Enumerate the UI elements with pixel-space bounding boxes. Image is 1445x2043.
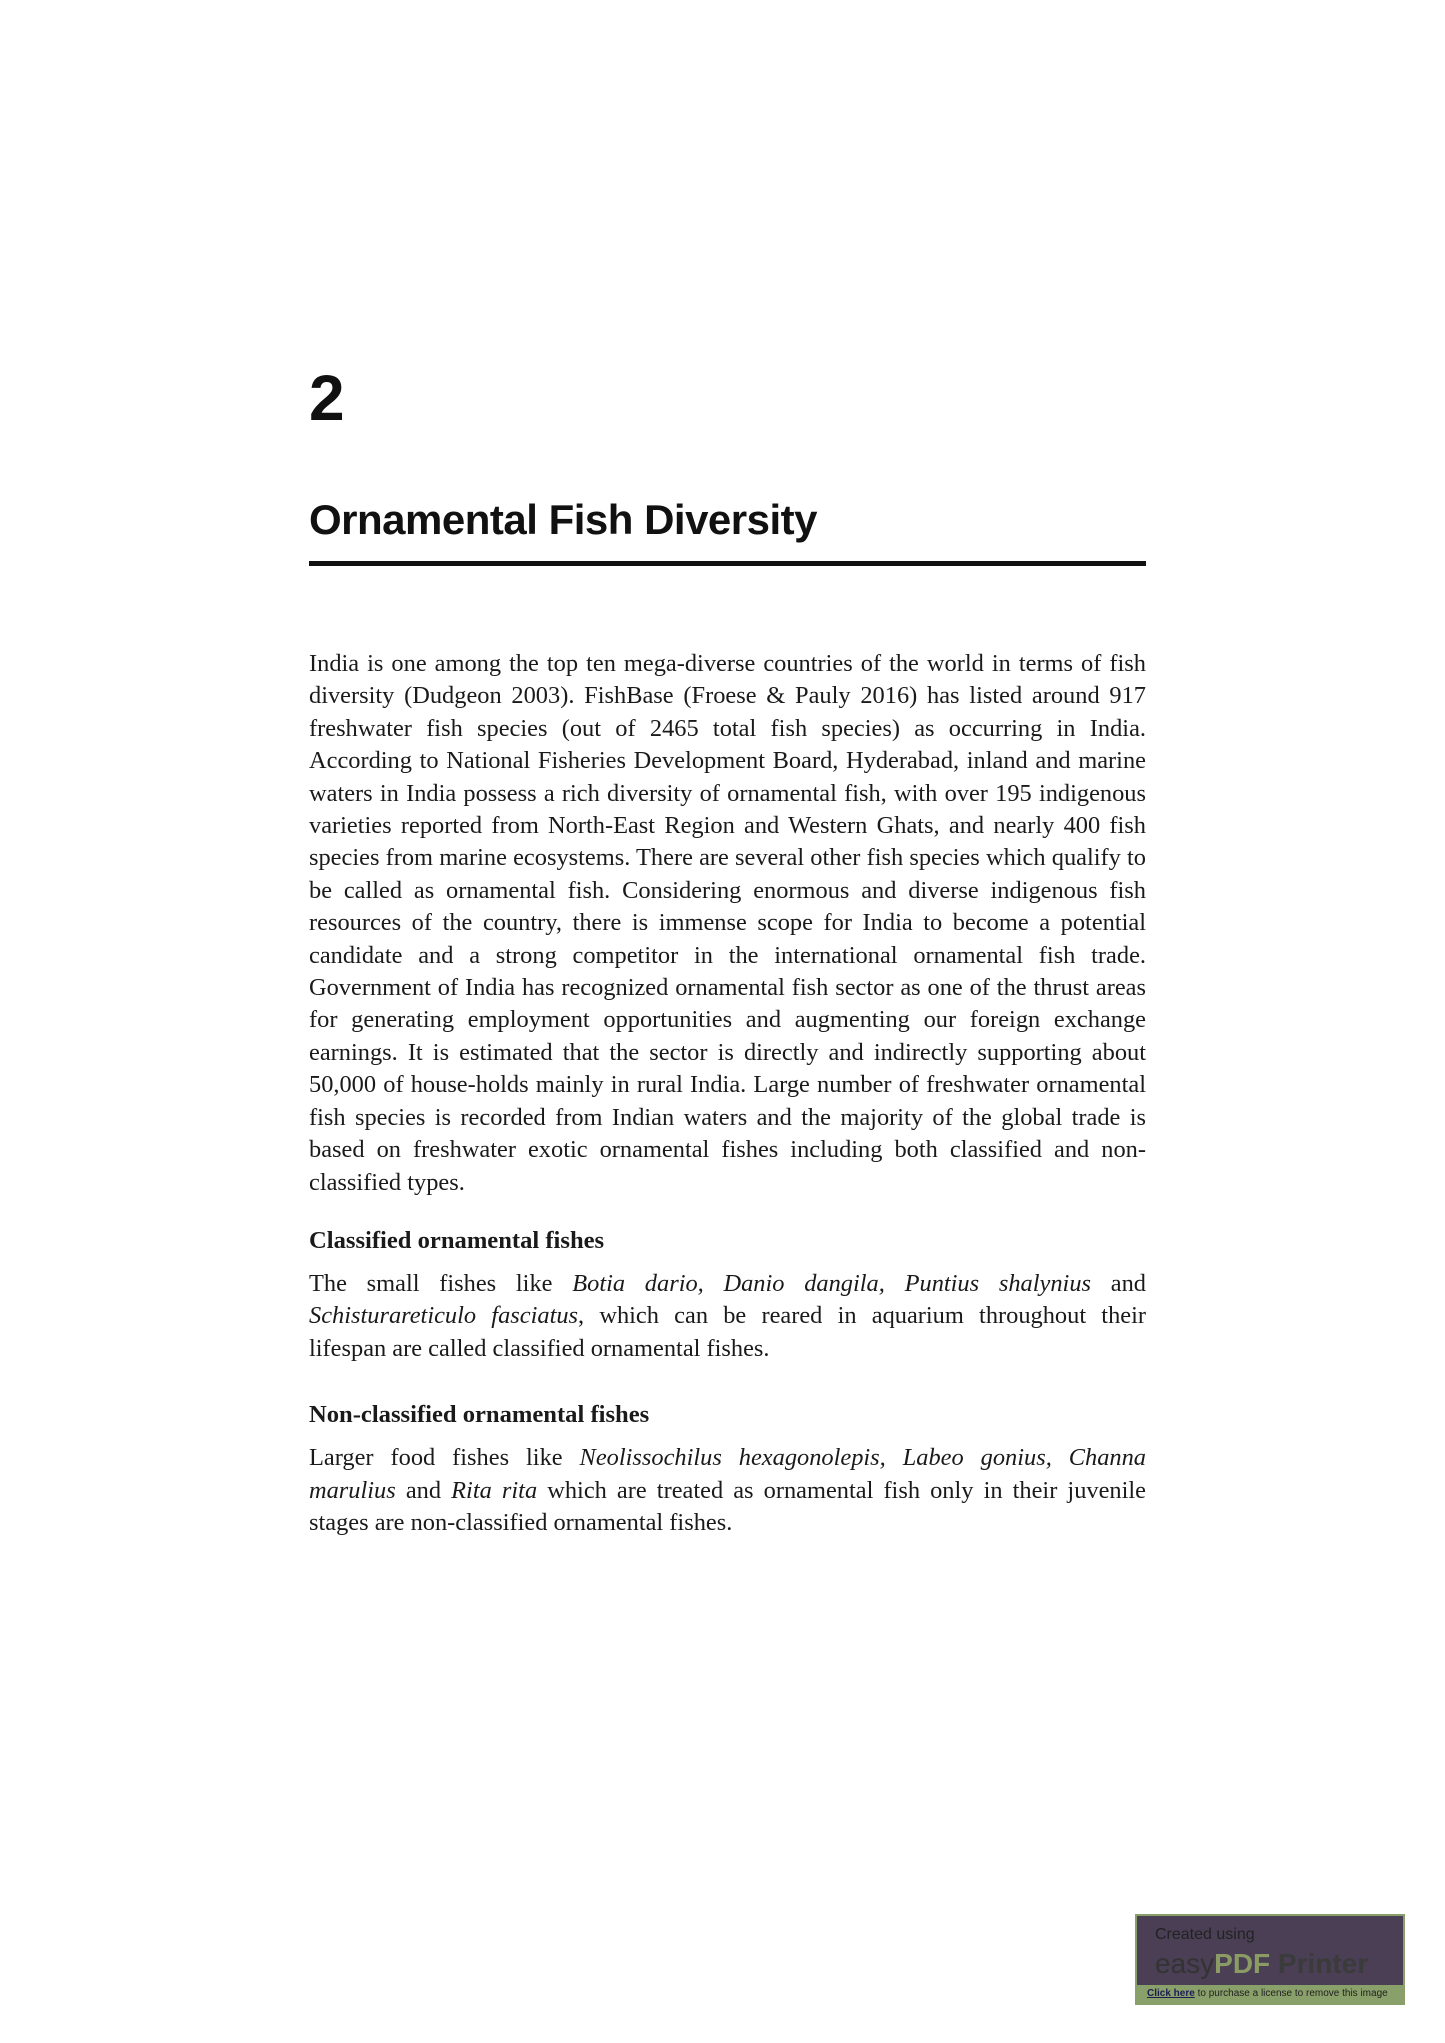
intro-paragraph — [309, 648, 1146, 1199]
intro-line: India. According to National Fisheries Development Board, Hyderabad, inland — [309, 714, 1146, 775]
intro-line: India is one among the top ten mega-diverse countries of the world in terms of — [309, 650, 1110, 677]
watermark-brand-pdf: PDF — [1214, 1948, 1271, 1979]
intro-line: recorded from Indian waters and the majority of the global trade is based on — [309, 1103, 1146, 1164]
watermark-click-here-link[interactable]: Click here — [1147, 1988, 1195, 1999]
watermark-brand — [1155, 1948, 1368, 1980]
intro-line: international ornamental fish trade. Government of India has recognized — [309, 941, 1146, 1002]
non-classified-text: which are treated as ornamental fish only in their juvenile — [537, 1476, 1146, 1504]
chapter-number: 2 — [309, 362, 345, 434]
intro-line: types. — [407, 1168, 465, 1196]
classified-species-name: Schisturareticulo fasciatus — [309, 1302, 579, 1330]
intro-line: that the sector is directly and indirectly supporting about 50,000 of house-holds — [309, 1038, 1146, 1099]
pdf-printer-watermark[interactable] — [1135, 1914, 1405, 2005]
watermark-license-bar — [1137, 1985, 1403, 2003]
non-classified-heading: Non-classified ornamental fishes — [309, 1401, 650, 1429]
non-classified-paragraph — [309, 1442, 1146, 1539]
intro-line: freshwater exotic ornamental fishes including both classified and non-classified — [309, 1136, 1146, 1196]
watermark-brand-prefix: easy — [1155, 1948, 1215, 1979]
intro-line: fish diversity (Dudgeon 2003). FishBase (Froese & Pauly 2016) has listed around — [309, 650, 1146, 710]
classified-heading: Classified ornamental fishes — [309, 1226, 605, 1254]
non-classified-text: and — [395, 1476, 452, 1504]
watermark-license-text: to purchase a license to remove this image — [1194, 1988, 1388, 1999]
intro-line: and marine waters in India possess a rich diversity of ornamental fish, with — [309, 747, 1146, 807]
non-classified-text: Larger food fishes like — [309, 1444, 580, 1472]
classified-text: and — [1091, 1269, 1146, 1297]
intro-line: ornamental fish sector as one of the thrust areas for generating employment — [309, 974, 1146, 1034]
classified-species-name: Botia dario, Danio dangila, Puntius shalynius — [572, 1269, 1092, 1297]
non-classified-species-name: marulius — [309, 1476, 396, 1504]
title-rule — [309, 561, 1146, 566]
watermark-brand-printer: Printer — [1270, 1948, 1369, 1979]
classified-text: lifespan are called classified ornamental fishes. — [309, 1334, 770, 1362]
chapter-body — [309, 648, 1146, 1539]
intro-line: opportunities and augmenting our foreign exchange earnings. It is estimated — [309, 1006, 1146, 1066]
intro-line: mainly in rural India. Large number of freshwater ornamental fish species is — [309, 1071, 1146, 1131]
intro-line: other fish species which qualify to be called as ornamental fish. Considering — [309, 844, 1147, 904]
intro-line: enormous and diverse indigenous fish resources of the country, there is immense — [309, 876, 1146, 937]
intro-line: Ghats, and nearly 400 fish species from marine ecosystems. There are several — [309, 812, 1146, 872]
intro-line: over 195 indigenous varieties reported from North-East Region and Western — [309, 779, 1146, 840]
classified-text: The small fishes like — [309, 1269, 573, 1297]
non-classified-species-name: Rita rita — [451, 1476, 538, 1504]
classified-text: , which can be reared in aquarium throughout their — [578, 1302, 1146, 1330]
classified-paragraph — [309, 1268, 1146, 1365]
non-classified-text: stages are non-classified ornamental fishes. — [309, 1508, 733, 1536]
chapter-title: Ornamental Fish Diversity — [309, 496, 818, 543]
intro-line: 917 freshwater fish species (out of 2465 total fish species) as occurring in — [309, 682, 1146, 742]
intro-line: scope for India to become a potential candidate and a strong competitor in the — [309, 909, 1146, 969]
non-classified-species-name: Neolissochilus hexagonolepis, Labeo gonius, Channa — [579, 1444, 1146, 1472]
watermark-created-using: Created using — [1155, 1926, 1255, 1943]
